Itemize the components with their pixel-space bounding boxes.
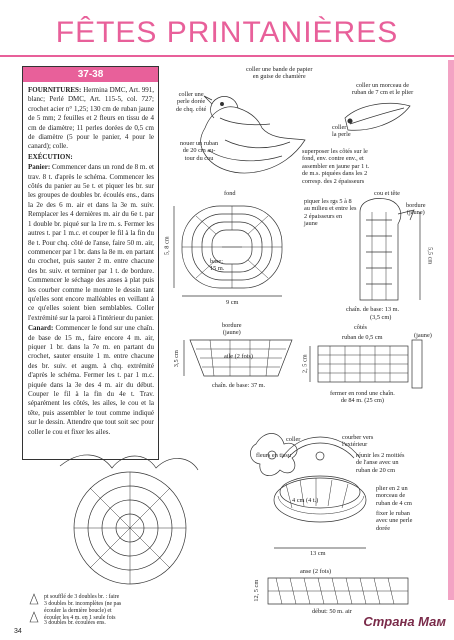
- page-title: FÊTES PRINTANIÈRES: [55, 16, 399, 49]
- label-yellow: (jaune): [414, 332, 432, 339]
- label-fabric-flowers: fleurs en tissu: [256, 452, 291, 459]
- label-dim-3-5-b: 3,5 cm: [172, 350, 180, 368]
- label-border-yellow-2: bordure (jaune): [222, 322, 242, 337]
- label-superpose-sides: superposer les côtés sur le fond, env. contre env., et assembler en jaune par 1 t. de m.s. piquées dans les 2 corresp. des 2 épaisseurs: [302, 148, 370, 185]
- label-dim-12-5: 12, 5 cm: [253, 579, 261, 602]
- label-glue-golden-bead: coller une perle dorée de chq. côté: [176, 91, 207, 113]
- watermark-logo: Страна Мам: [363, 614, 446, 629]
- label-neck-head: cou et tête: [374, 190, 400, 197]
- pattern-number: 37-38: [23, 67, 158, 82]
- label-base-15: base: 15 m.: [210, 258, 225, 273]
- label-tie-ribbon: nouer un ruban de 20 cm au- tour du cou: [180, 140, 219, 162]
- label-dim-13: 13 cm: [310, 550, 326, 557]
- label-dim-2-5: 2, 5 cm: [301, 354, 309, 374]
- label-dim-5-8: 5, 8 cm: [163, 236, 171, 256]
- basket-bottom-chart: [60, 455, 198, 584]
- label-glue-ribbon-piece: coller un morceau de ruban de 7 cm et le plier: [352, 82, 414, 97]
- label-sides: côtés: [354, 324, 367, 331]
- label-dim-4: 4 cm (4 t.): [292, 497, 319, 504]
- label-bottom: fond: [224, 190, 236, 197]
- basket-paragraph: Panier: Commencer dans un rond de 8 m. et trav. 8 t. d'après le schéma. Commencer les côtés du panier au 5e t. et piquer les br. sur les groupes de doubles br. écoulés ens., dans la 2e des 6 m. air et dans la 3e m. suiv. Remplacer les 4 dernières m. air du 6e t. par 1 double br. piqué sur la 1re m. s. Fermer les autres t. par 1 m.c. et couper le fil à la fin du 8e t. Pour chq. côté de l'anse, faire 50 m. air, commencer par 1 br. dans la 8e m. en partant du crochet, puis sauter 2 m. entre chacune des br. suiv. et terminer par 1 t. de bordure. Commencer le séchage des anses à plat puis les courber comme le montre le dessin tant qu'elles sont encore malléables en veillant à ce qu'elles soient bien semblables. Coller l'extrémité sur la paroi à l'intérieur du panier.: [28, 163, 154, 322]
- wing-leaf-illustration: [345, 103, 410, 130]
- duck-paragraph: Canard: Commencer le fond sur une chaîn. de base de 15 m., faire encore 4 m. air, piquer 1 br. dans la 7e m. en partant du crochet, sauter ensuite 1 m. entre chacune des br. suiv. et augm. à chq. extrémité d'après le schéma. Fermer les t. par 1 m.c. piquée dans la 3e des 4 m. air du début. Couper le fil à la fin du 4e t. Trav. séparément les côtés, les ailes, le cou et la tête, puis assembler le tout comme indiqué sur le dessin. Attendre que tout soit sec pour coller le cou et fixer les ailes.: [28, 324, 154, 436]
- label-dim-3-5-a: (3,5 cm): [370, 314, 392, 321]
- label-ribbon-0-5: ruban de 0,5 cm: [342, 334, 383, 341]
- label-close-round: fermer en rond une chaîn. de 84 m. (25 cm): [330, 390, 395, 405]
- page-number: 34: [14, 628, 22, 635]
- label-dim-9: 9 cm: [226, 299, 239, 306]
- sides-chart: [310, 340, 422, 388]
- label-glue-bead: coller la perle: [332, 124, 351, 139]
- bottom-chart: [174, 206, 282, 296]
- label-wing-twice: aile (2 fois): [224, 353, 254, 360]
- materials-paragraph: FOURNITURES: Hermina DMC, Art. 991, blanc; Perlé DMC, Art. 115-5, col. 727; crochet acier n° 1,25; 130 cm de ruban jaune de 5 mm; 2 feuilles et 2 fleurs en tissu de 4 cm de diamètre; 11 perles dorées de 0,5 cm de diamètre (5 pour le panier, 4 pour le canard); colle.: [28, 86, 154, 151]
- execution-heading: EXÉCUTION:: [28, 152, 73, 161]
- legend-puff-stitch: pt soufflé de 3 doubles br. : faire 3 doubles br. incomplètes (ne pas écouler la dernière boucle) et écouler les 4 m. en 1 seule fois: [44, 594, 122, 621]
- legend-triple-crochet: 3 doubles br. écoulées ens.: [44, 620, 106, 626]
- label-chain-base-13: chaîn. de base: 13 m.: [346, 306, 400, 313]
- handle-chart: [268, 578, 408, 604]
- label-dim-5-5: 5,5 cm: [426, 247, 434, 265]
- label-start-50: début: 50 m. air: [312, 608, 352, 615]
- label-handle-twice: anse (2 fois): [300, 568, 332, 575]
- label-stitch-rows: piquer les rgs 5 à 8 au milieu et entre les 2 épaisseurs en jaune: [304, 198, 357, 228]
- label-glue-paper-strip: coller une bande de papier en guise de chamière: [246, 66, 313, 81]
- label-join-handle: réunir les 2 moitiés de l'anse avec un ruban de 20 cm: [356, 452, 405, 474]
- label-border-yellow-1: bordure (jaune): [406, 202, 426, 217]
- label-bend-outward: courber vers l'extérieur: [342, 434, 374, 449]
- label-fold-ribbon: plier en 2 un morceau de ruban de 4 cm: [376, 485, 412, 507]
- label-glue: coller: [286, 436, 301, 443]
- label-fix-ribbon: fixer le ruban avec une perle dorée: [376, 510, 413, 532]
- label-chain-base-37: chaîn. de base: 37 m.: [212, 382, 266, 389]
